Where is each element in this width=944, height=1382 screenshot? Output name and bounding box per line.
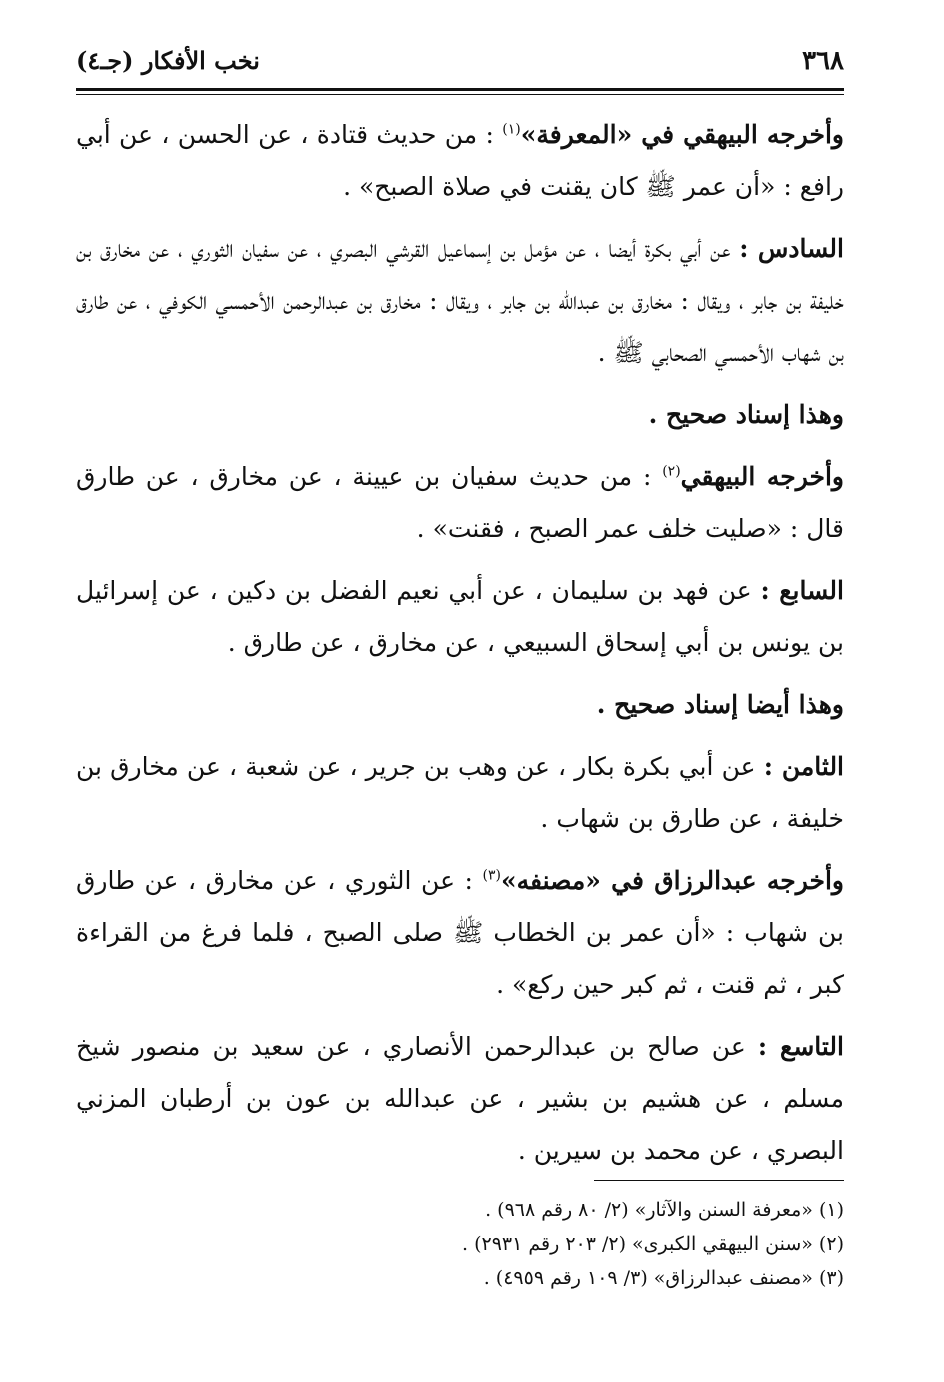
footnotes [76, 1180, 844, 1295]
header-rule-thin [76, 94, 844, 95]
footnote-item: (٣) «مصنف عبدالرزاق» (٣/ ١٠٩ رقم ٤٩٥٩) . [483, 1267, 844, 1289]
page-number: ٣٦٨ [802, 46, 844, 76]
paragraph [76, 223, 844, 379]
paragraph-text: عن أبي بكرة بكار ، عن وهب بن جرير ، عن شعبة ، عن مخارق بن خليفة ، عن طارق بن شهاب . [76, 752, 844, 833]
paragraph-lead: وهذا إسناد صحيح . [648, 400, 844, 429]
paragraph [76, 451, 844, 555]
footnote-ref: (٢) [662, 463, 681, 480]
paragraph-text: عن صالح بن عبدالرحمن الأنصاري ، عن سعيد بن منصور شيخ مسلم ، عن هشيم بن بشير ، عن عبدالله بن عون بن أرطبان المزني البصري ، عن محمد بن سيرين . [76, 1032, 844, 1165]
paragraph [76, 741, 844, 845]
footnote-ref: (١) [502, 121, 521, 138]
paragraph-text: : من حديث قتادة ، عن الحسن ، عن أبي رافع : «أن عمر ﷺ كان يقنت في صلاة الصبح» . [76, 120, 844, 201]
page [76, 40, 844, 1187]
paragraph-text: : من حديث سفيان بن عيينة ، عن مخارق ، عن طارق قال : «صليت خلف عمر الصبح ، فقنت» . [76, 462, 844, 543]
paragraph [76, 109, 844, 213]
paragraph [76, 389, 844, 441]
paragraph-lead: وهذا أيضا إسناد صحيح . [596, 690, 844, 719]
footnote-ref: (٣) [482, 867, 501, 884]
paragraph [76, 679, 844, 731]
paragraph-lead: وأخرجه البيهقي في «المعرفة» [520, 120, 845, 149]
paragraph-text: عن فهد بن سليمان ، عن أبي نعيم الفضل بن دكين ، عن إسرائيل بن يونس بن أبي إسحاق السبيعي ، عن مخارق ، عن طارق . [76, 576, 844, 657]
paragraph-lead: وأخرجه البيهقي [680, 462, 844, 491]
paragraph [76, 565, 844, 669]
paragraph-text: : عن الثوري ، عن مخارق ، عن طارق بن شهاب : «أن عمر بن الخطاب ﷺ صلى الصبح ، فلما فرغ من القراءة كبر ، ثم قنت ، ثم كبر حين ركع» . [76, 866, 844, 999]
paragraph [76, 1021, 844, 1177]
paragraph-lead: وأخرجه عبدالرزاق في «مصنفه» [500, 866, 845, 895]
paragraph-lead: الثامن : [763, 752, 845, 781]
paragraph-lead: السابع : [760, 576, 844, 605]
footnote-divider [594, 1180, 844, 1181]
book-title: نخب الأفكار (جـ٤) [76, 46, 260, 75]
body-text [76, 109, 844, 1177]
header-rule-thick [76, 88, 844, 91]
paragraph [76, 855, 844, 1011]
paragraph-lead: التاسع : [757, 1032, 844, 1061]
page-header [76, 40, 844, 82]
footnote-item: (١) «معرفة السنن والآثار» (٢/ ٨٠ رقم ٩٦٨) . [485, 1199, 844, 1221]
paragraph-text: عن أبي بكرة أيضا ، عن مؤمل بن إسماعيل القرشي البصري ، عن سفيان الثوري ، عن مخارق بن خليفة بن جابر ، ويقال : مخارق بن عبدالله بن جابر ، ويقال : مخارق بن عبدالرحمن الأحمسي الكوفي ، عن طارق بن شهاب الأحمسي الصحابي ﷺ . [76, 234, 844, 367]
paragraph-lead: السادس : [739, 234, 844, 263]
footnote-item: (٢) «سنن البيهقي الكبرى» (٢/ ٢٠٣ رقم ٢٩٣١) . [462, 1233, 844, 1255]
